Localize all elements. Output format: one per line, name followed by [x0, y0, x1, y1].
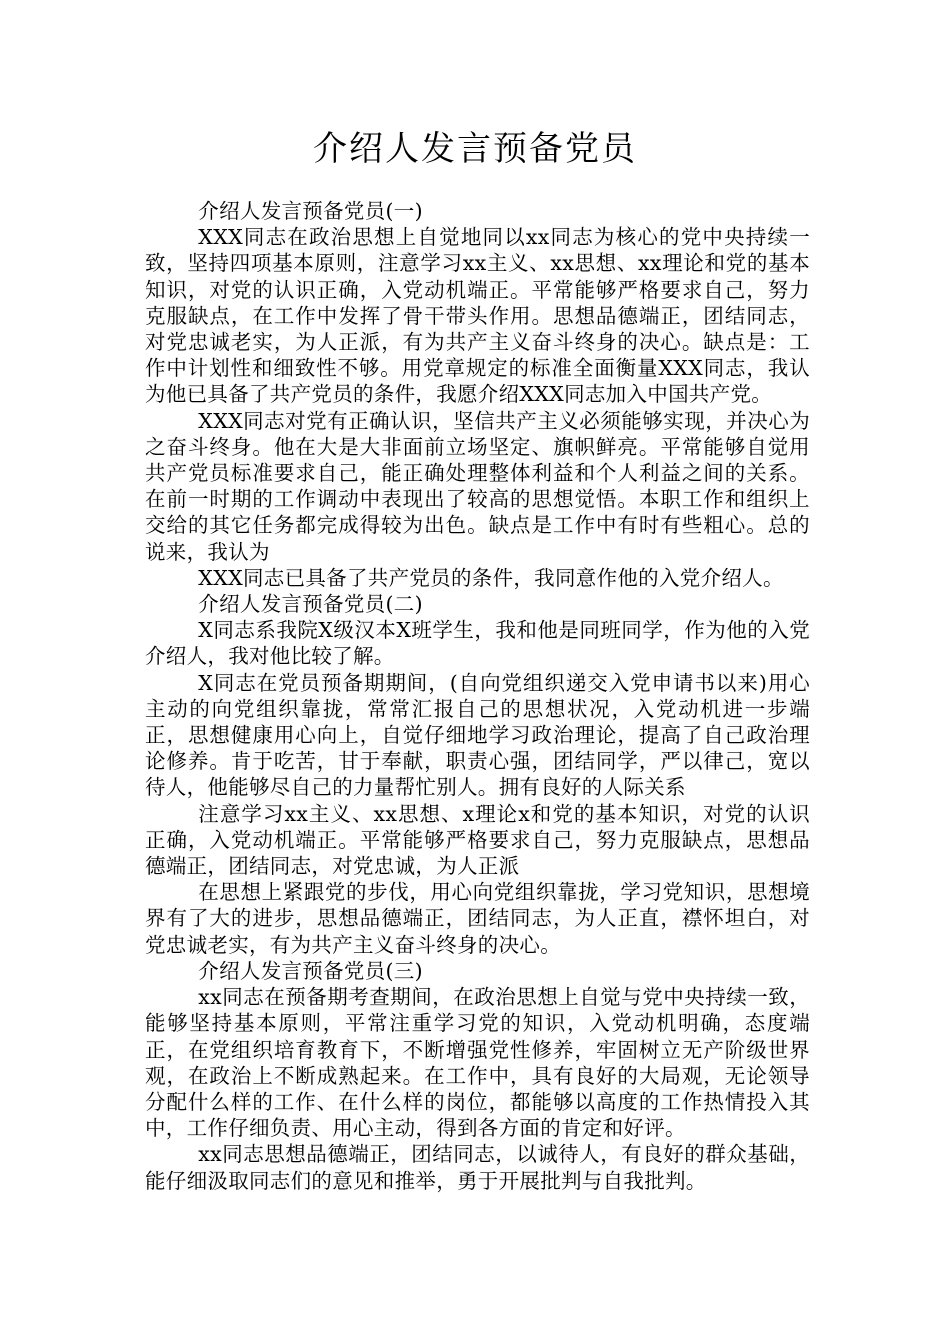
paragraph: 在思想上紧跟党的步伐，用心向党组织靠拢，学习党知识，思想境界有了大的进步，思想品德端正，团结同志，为人正直，襟怀坦白，对党忠诚老实，有为共产主义奋斗终身的决心。: [145, 880, 810, 957]
paragraph: XXX同志已具备了共产党员的条件，我同意作他的入党介绍人。: [198, 565, 784, 590]
paragraph: X同志在党员预备期期间，(自向党组织递交入党申请书以来)用心主动的向党组织靠拢，常常汇报自己的思想状况，入党动机进一步端正，思想健康用心向上，自觉仔细地学习政治理论，提高了自己政治理论修养。肯于吃苦，甘于奉献，职责心强，团结同学，严以律己，宽以待人，他能够尽自己的力量帮忙别人。拥有良好的人际关系: [145, 670, 810, 800]
section-heading-1: 介绍人发言预备党员(一): [198, 199, 423, 223]
section-heading-3: 介绍人发言预备党员(三): [198, 958, 423, 983]
paragraph: XXX同志在政治思想上自觉地同以xx同志为核心的党中央持续一致，坚持四项基本原则，注意学习xx主义、xx思想、xx理论和党的基本知识，对党的认识正确，入党动机端正。平常能够严格要求自己，努力克服缺点，在工作中发挥了骨干带头作用。思想品德端正，团结同志，对党忠诚老实，为人正派，有为共产主义奋斗终身的决心。缺点是：工作中计划性和细致性不够。用党章规定的标准全面衡量XXX同志，我认为他已具备了共产党员的条件，我愿介绍XXX同志加入中国共产党。: [145, 225, 810, 407]
section-heading-2: 介绍人发言预备党员(二): [198, 592, 423, 617]
document-body: [145, 198, 810, 1194]
paragraph: X同志系我院X级汉本X班学生，我和他是同班同学，作为他的入党介绍人，我对他比较了解。: [145, 618, 810, 669]
document-title: 介绍人发言预备党员: [313, 129, 637, 169]
paragraph: xx同志在预备期考查期间，在政治思想上自觉与党中央持续一致，能够坚持基本原则，平常注重学习党的知识，入党动机明确，态度端正，在党组织培育教育下，不断增强党性修养，牢固树立无产阶级世界观，在政治上不断成熟起来。在工作中，具有良好的大局观，无论领导分配什么样的工作、在什么样的岗位，都能够以高度的工作热情投入其中，工作仔细负责、用心主动，得到各方面的肯定和好评。: [145, 985, 810, 1141]
paragraph: XXX同志对党有正确认识，坚信共产主义必须能够实现，并决心为之奋斗终身。他在大是大非面前立场坚定、旗帜鲜亮。平常能够自觉用共产党员标准要求自己，能正确处理整体利益和个人利益之间的关系。在前一时期的工作调动中表现出了较高的思想觉悟。本职工作和组织上交给的其它任务都完成得较为出色。缺点是工作中有时有些粗心。总的说来，我认为: [145, 408, 810, 564]
paragraph: xx同志思想品德端正，团结同志，以诚待人，有良好的群众基础，能仔细汲取同志们的意见和推举，勇于开展批判与自我批判。: [145, 1142, 810, 1193]
paragraph: 注意学习xx主义、xx思想、x理论x和党的基本知识，对党的认识正确，入党动机端正。平常能够严格要求自己，努力克服缺点，思想品德端正，团结同志，对党忠诚，为人正派: [145, 801, 810, 879]
